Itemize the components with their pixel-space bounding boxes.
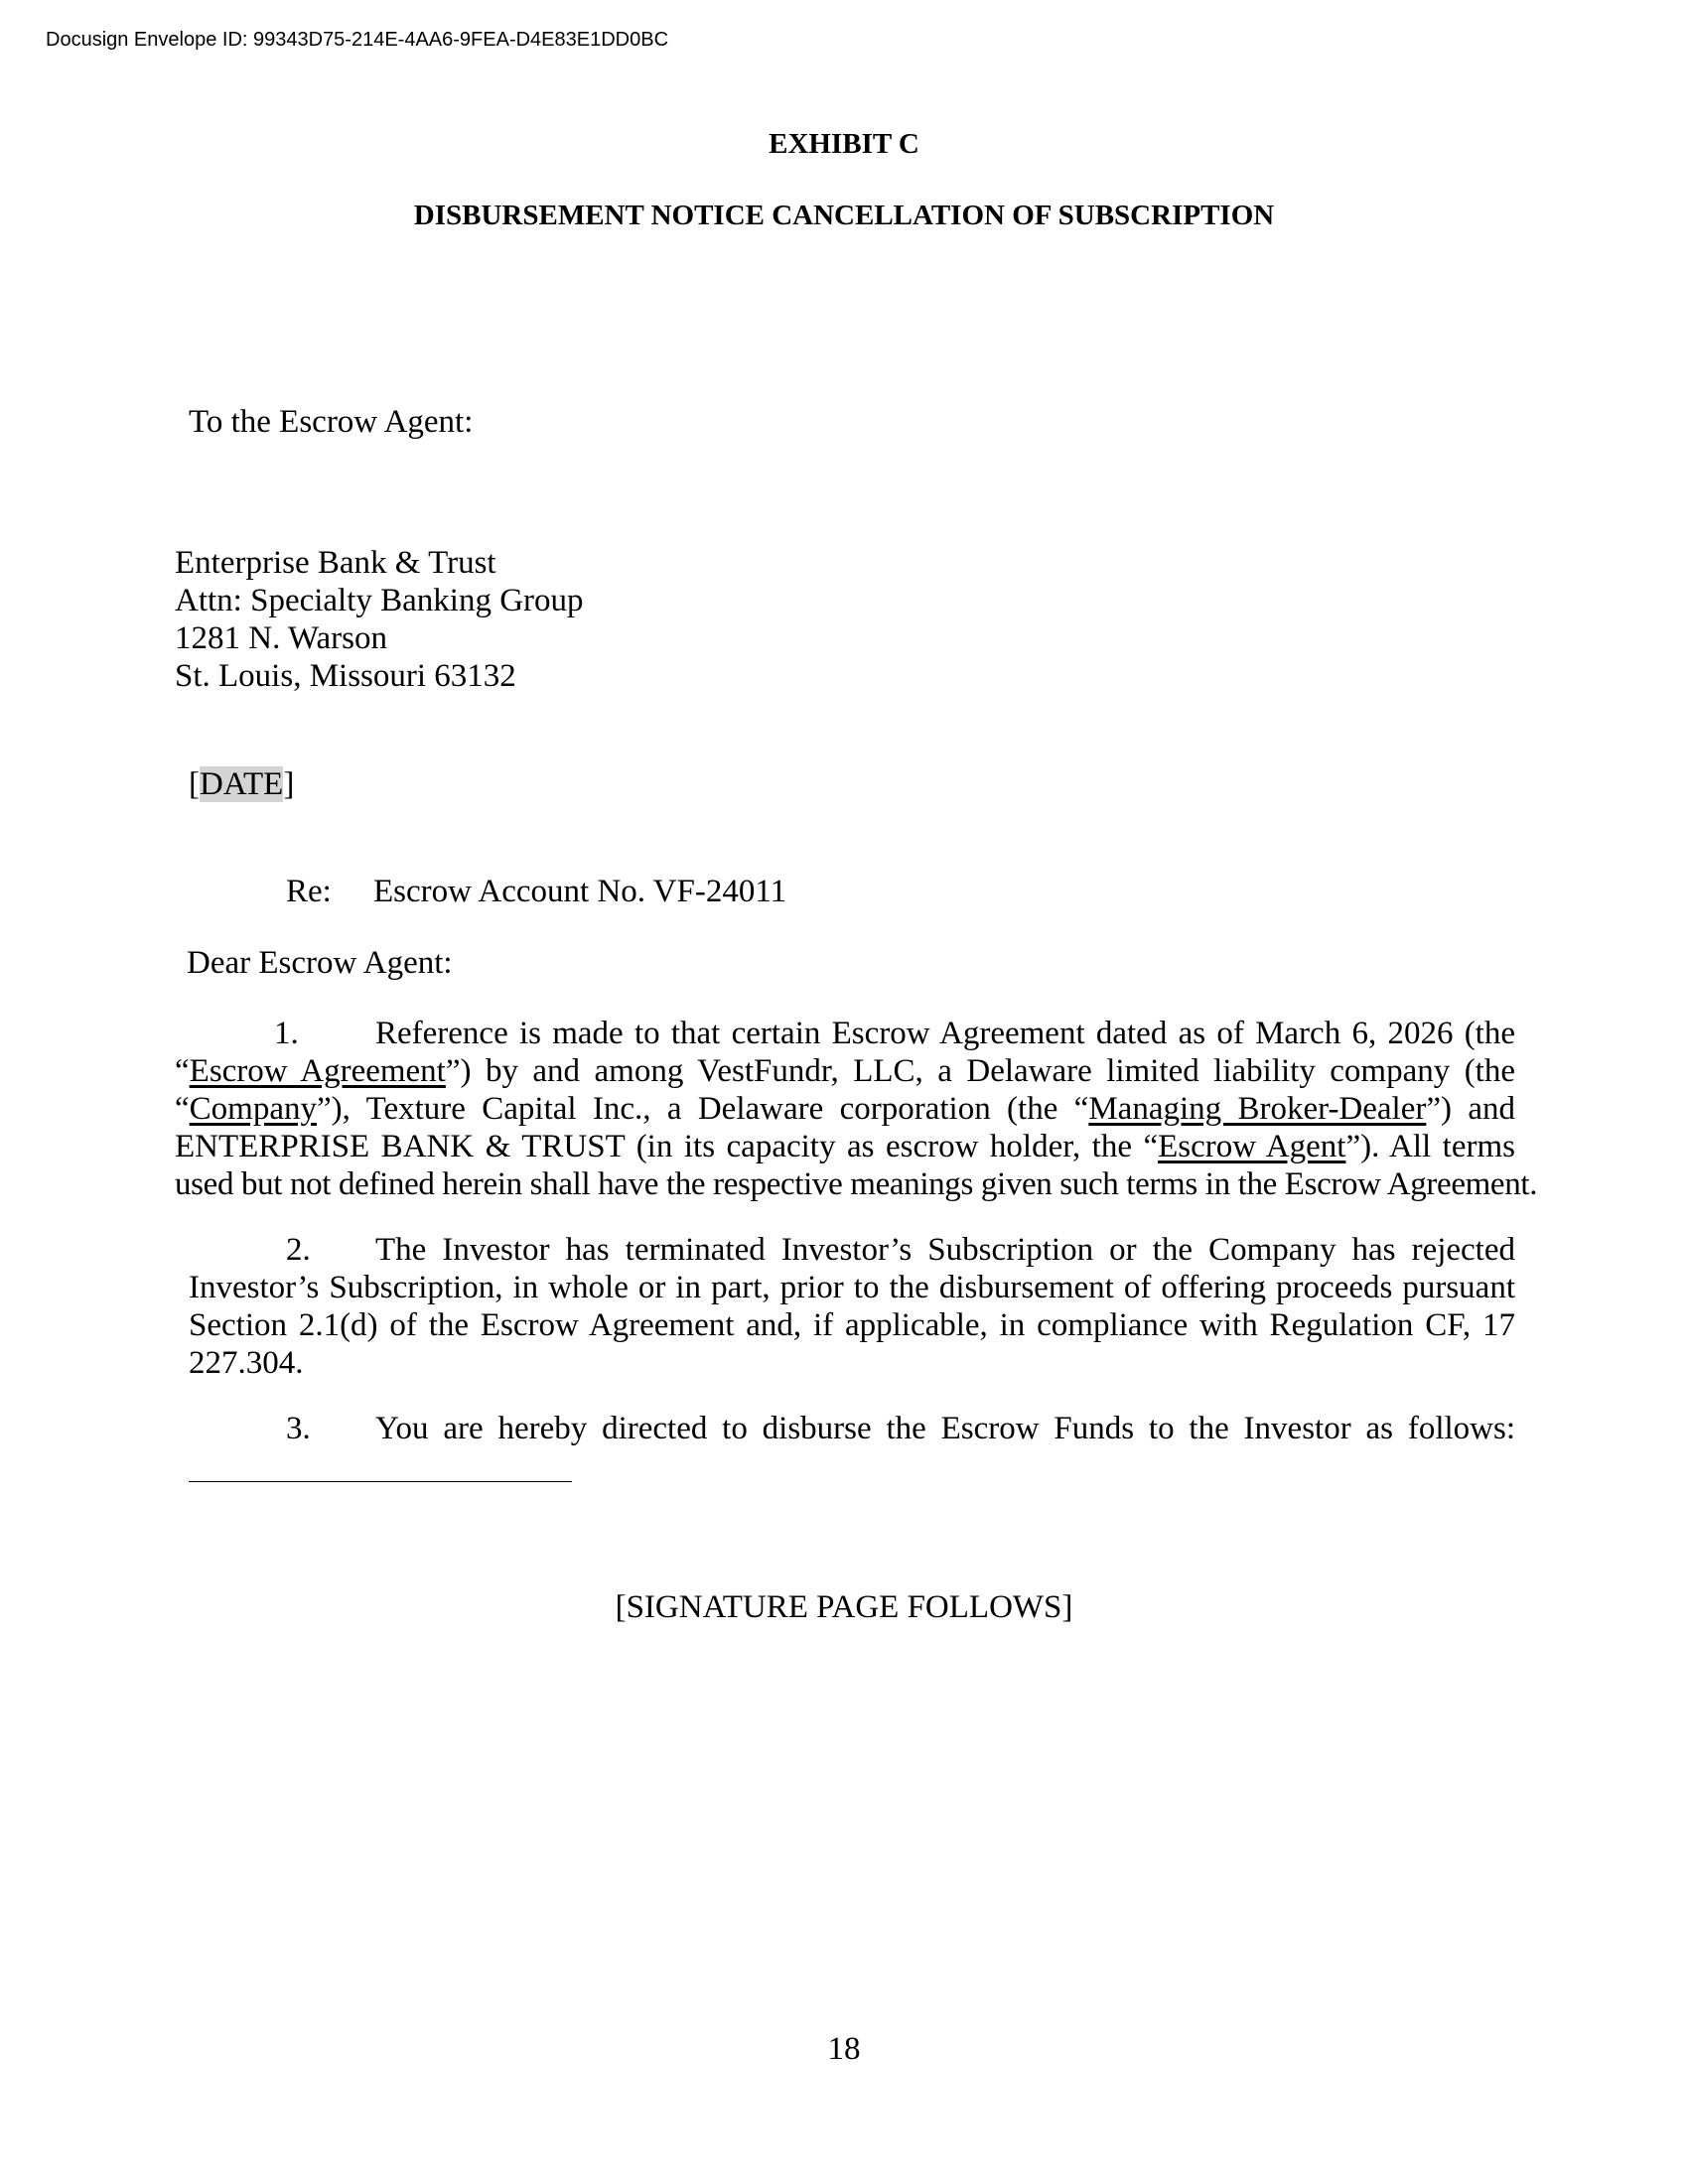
re-account: Escrow Account No. VF-24011 xyxy=(373,874,787,909)
p1-line-2 xyxy=(175,1052,1515,1090)
exhibit-subtitle: DISBURSEMENT NOTICE CANCELLATION OF SUBSCRIPTION xyxy=(413,200,1275,231)
address-line-3: 1281 N. Warson xyxy=(175,620,387,656)
exhibit-title: EXHIBIT C xyxy=(769,128,919,160)
p1-line-3-end: ”) and xyxy=(1426,1091,1515,1127)
p3-line-1-text: You are hereby directed to disburse the Escrow Funds to the Investor as follows: xyxy=(375,1411,1515,1446)
p1-line-1 xyxy=(175,1015,1515,1052)
term-escrow-agreement: Escrow Agreement xyxy=(189,1053,446,1089)
re-label: Re: xyxy=(286,874,332,909)
p1-line-5: used but not defined herein shall have the respective meanings given such terms in the Escrow Agreement. xyxy=(175,1166,1538,1202)
date-close-bracket: ] xyxy=(283,766,295,802)
p2-line-1 xyxy=(189,1231,1515,1269)
p1-line-3 xyxy=(175,1090,1515,1128)
to-escrow-agent: To the Escrow Agent: xyxy=(189,404,474,440)
p1-number: 1. xyxy=(274,1016,299,1051)
p1-line-1-text: Reference is made to that certain Escrow Agreement dated as of March 6, 2026 (the xyxy=(375,1016,1515,1051)
term-managing-broker-dealer: Managing Broker-Dealer xyxy=(1088,1091,1427,1127)
p1-line-4 xyxy=(175,1128,1515,1165)
date-open-bracket: [ xyxy=(189,766,200,802)
paragraph-1 xyxy=(175,1015,1538,1203)
term-escrow-agent: Escrow Agent xyxy=(1158,1129,1346,1164)
address-line-2: Attn: Specialty Banking Group xyxy=(175,583,584,618)
disbursement-blank-line[interactable] xyxy=(189,1481,572,1482)
salutation: Dear Escrow Agent: xyxy=(187,945,453,981)
p2-line-4: 227.304. xyxy=(189,1345,304,1381)
p1-line-4-text: ENTERPRISE BANK & TRUST (in its capacity as escrow holder, the “ xyxy=(175,1129,1159,1164)
p1-line-2-text: ”) by and among VestFundr, LLC, a Delaware limited liability company (the xyxy=(445,1053,1515,1089)
address-line-1: Enterprise Bank & Trust xyxy=(175,545,496,581)
address-line-4: St. Louis, Missouri 63132 xyxy=(175,658,516,694)
paragraph-3 xyxy=(189,1410,1515,1447)
p2-line-3: Section 2.1(d) of the Escrow Agreement and, if applicable, in compliance with Regulation CF, 17 xyxy=(189,1307,1515,1343)
p2-line-2: Investor’s Subscription, in whole or in part, prior to the disbursement of offering proceeds pursuant xyxy=(189,1270,1515,1305)
p1-quote-open-2: “ xyxy=(175,1091,190,1127)
address-block xyxy=(175,544,584,695)
signature-page-follows: [SIGNATURE PAGE FOLLOWS] xyxy=(615,1589,1073,1625)
p3-line-1 xyxy=(189,1410,1515,1447)
paragraph-2 xyxy=(189,1231,1515,1382)
p1-line-4-end: ”). All terms xyxy=(1345,1129,1515,1164)
p1-quote-open: “ xyxy=(175,1053,190,1089)
p2-number: 2. xyxy=(286,1232,311,1268)
envelope-id: Docusign Envelope ID: 99343D75-214E-4AA6-9FEA-D4E83E1DD0BC xyxy=(46,29,669,51)
date-field[interactable]: DATE xyxy=(200,766,284,802)
date-placeholder xyxy=(189,765,294,803)
term-company: Company xyxy=(189,1091,317,1127)
p3-number: 3. xyxy=(286,1411,311,1446)
p1-line-3-text: ”), Texture Capital Inc., a Delaware corporation (the “ xyxy=(316,1091,1089,1127)
p2-line-1-text: The Investor has terminated Investor’s Subscription or the Company has rejected xyxy=(375,1232,1515,1268)
page-number: 18 xyxy=(827,2031,861,2067)
